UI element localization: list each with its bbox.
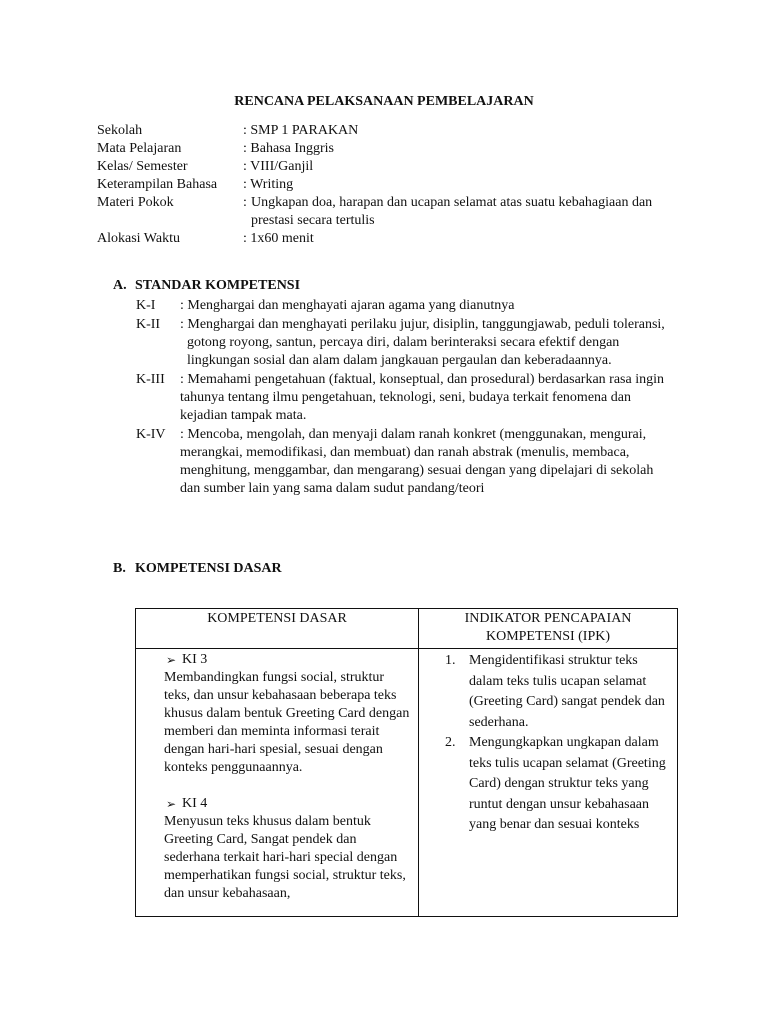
ki-text: : Menghargai dan menghayati perilaku jujur, disiplin, tanggungjawab, peduli toleransi, gotong royong, santun, percaya diri, dalam berinteraksi secara efektif dengan lingkungan sosial dan alam dalam jangkauan pergaulan dan keberadaannya. (180, 317, 665, 368)
info-value: : VIII/Ganjil (243, 159, 314, 174)
section-number: A. (113, 278, 127, 293)
list-item (445, 651, 669, 733)
info-label: Alokasi Waktu (97, 231, 180, 246)
info-label: Keterampilan Bahasa (97, 177, 218, 192)
competency-table (135, 608, 678, 917)
ki-label: KI 4 (182, 796, 208, 811)
table-header-basic-competency: KOMPETENSI DASAR (136, 609, 419, 649)
ki-label: KI 3 (182, 652, 208, 667)
basic-competency-cell (136, 649, 419, 917)
ki3-heading (166, 651, 410, 669)
ki4-text: Menyusun teks khusus dalam bentuk Greeting Card, Sangat pendek dan sederhana terkait hari-hari special dengan memperhatikan fungsi social, struktur teks, dan unsur kebahasaan, (164, 814, 406, 901)
list-number: 2. (445, 735, 456, 750)
info-label: Materi Pokok (97, 195, 174, 210)
material-text: Ungkapan doa, harapan dan ucapan selamat atas suatu kebahagiaan dan prestasi secara tertulis (251, 195, 653, 228)
document-title: RENCANA PELAKSANAAN PEMBELAJARAN (234, 94, 534, 109)
ki-item (136, 297, 676, 315)
ki4-heading (166, 795, 410, 813)
info-label: Mata Pelajaran (97, 141, 182, 156)
list-number: 1. (445, 653, 456, 668)
ki-code: K-I (136, 298, 156, 313)
list-text: Mengidentifikasi struktur teks dalam teks tulis ucapan selamat (Greeting Card) sangat pendek dan sederhana. (469, 653, 665, 730)
ki-item (136, 316, 676, 370)
ki-item (136, 371, 676, 425)
section-title: STANDAR KOMPETENSI (135, 278, 301, 293)
section-a-heading (113, 277, 300, 295)
list-item (445, 733, 669, 836)
ki-code: K-III (136, 372, 165, 387)
info-row-time (97, 230, 697, 248)
section-title: KOMPETENSI DASAR (135, 561, 282, 576)
table-header-indicator: INDIKATOR PENCAPAIAN KOMPETENSI (IPK) (419, 609, 678, 649)
table-header-row (136, 609, 678, 649)
ki-code: K-IV (136, 427, 166, 442)
ki3-text: Membandingkan fungsi social, struktur teks, dan unsur kebahasaan beberapa teks khusus dalam bentuk Greeting Card dengan memberi dan meminta informasi terait dengan hari-hari spesial, sesuai dengan konteks penggunaannya. (164, 670, 410, 775)
info-row-subject (97, 140, 697, 158)
arrow-bullet-icon: ➢ (166, 797, 177, 811)
info-value: : SMP 1 PARAKAN (243, 123, 359, 138)
info-value: : 1x60 menit (243, 231, 314, 246)
table-row (136, 649, 678, 917)
arrow-bullet-icon: ➢ (166, 653, 177, 667)
ki-code: K-II (136, 317, 161, 332)
info-row-material (97, 194, 697, 230)
identity-info (97, 122, 697, 248)
info-row-school (97, 122, 697, 140)
info-value: : Bahasa Inggris (243, 141, 334, 156)
info-row-skill (97, 176, 697, 194)
info-value (243, 194, 697, 230)
ki-text: : Mencoba, mengolah, dan menyaji dalam ranah konkret (menggunakan, mengurai, merangkai, memodifikasi, dan membuat) dan ranah abstrak (menulis, membaca, menghitung, menggambar, dan mengarang) sesuai dengan yang dipelajari di sekolah dan sumber lain yang sama dalam sudut pandang/teori (180, 427, 654, 496)
section-number: B. (113, 561, 126, 576)
core-competency-list (136, 297, 676, 499)
list-text: Mengungkapkan ungkapan dalam teks tulis ucapan selamat (Greeting Card) dengan struktur teks yang runtut dengan unsur kebahasaan yang benar dan sesuai konteks (469, 735, 666, 832)
section-b-heading (113, 560, 282, 578)
colon-separator: : (243, 195, 247, 210)
info-row-class (97, 158, 697, 176)
ki-text: : Menghargai dan menghayati ajaran agama yang dianutnya (180, 298, 515, 313)
info-label: Sekolah (97, 123, 143, 138)
info-value: : Writing (243, 177, 294, 192)
ki-item (136, 426, 676, 498)
indicator-cell (419, 649, 678, 917)
ki-text: : Memahami pengetahuan (faktual, konseptual, dan prosedural) berdasarkan rasa ingin tahunya tentang ilmu pengetahuan, teknologi, seni, budaya terkait fenomena dan kejadian tampak mata. (180, 372, 664, 423)
info-label: Kelas/ Semester (97, 159, 188, 174)
